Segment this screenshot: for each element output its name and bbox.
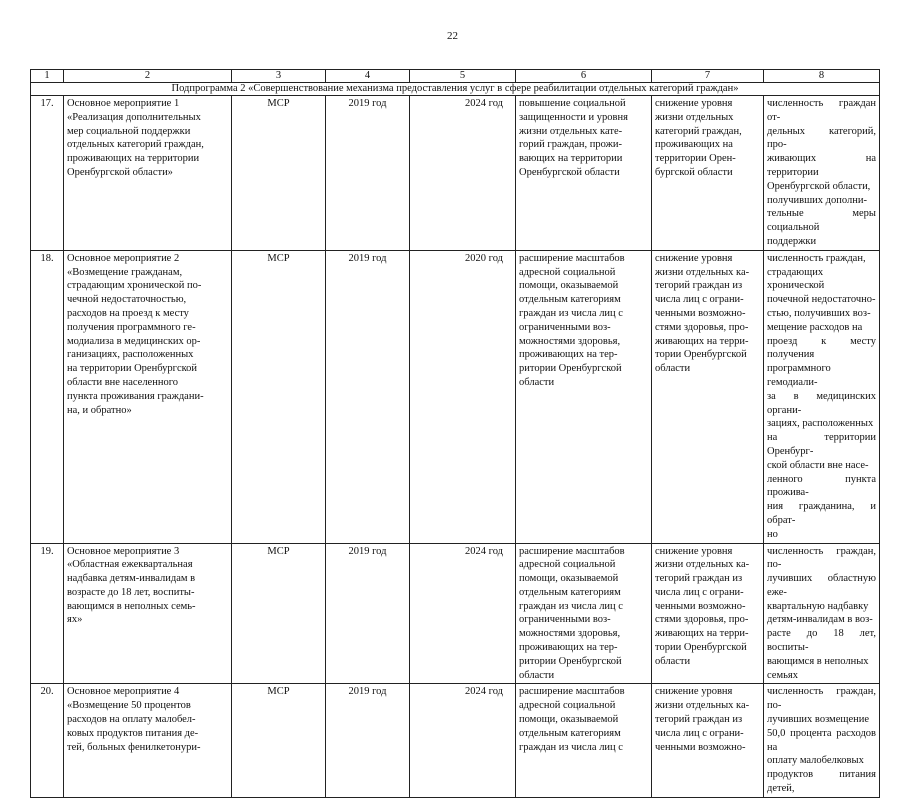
row-number: 18. (31, 250, 64, 543)
program-table (30, 69, 880, 798)
indicator-cell: численность граждан, по- лучивших возмещение 50,0 процента расходов на оплату малобелковых продуктов питания детей, (767, 686, 876, 795)
column-number: 1 (31, 70, 64, 83)
table-row (31, 96, 880, 251)
event-cell: Основное мероприятие 1 «Реализация дополнительных мер социальной поддержки отдельных категорий граждан, проживающих на территории Оренбургской области» (67, 98, 204, 178)
result-cell: повышение социальной защищенности и уровня жизни отдельных кате- горий граждан, прожи- вающих на территории Оренбургской области (519, 98, 628, 178)
column-number: 6 (516, 70, 652, 83)
executor-cell: МСР (232, 250, 326, 543)
indicator-cell: численность граждан, по- лучивших областную еже- квартальную надбавку детям-инвалидам в воз- расте до 18 лет, воспиты- вающимся в неполных семьях (767, 545, 876, 681)
table-row (31, 543, 880, 684)
consequence-cell: снижение уровня жизни отдельных ка- тегорий граждан из числа лиц с ограни- ченными возможно- стями здоровья, про- живающих на терри- тории Оренбургской области (655, 252, 750, 375)
indicator-cell: численность граждан, страдающих хронической почечной недостаточно- стью, получивших воз- мещение расходов на проезд к месту получения программного гемодиали- за в медицинских органи- зациях, расположенных на территории Оренбург- ской области вне насе- ленного пункта прожива- ния гражданина, и обрат- но (767, 252, 876, 540)
consequence-cell: снижение уровня жизни отдельных категорий граждан, проживающих на территории Орен- бургской области (655, 98, 742, 178)
subprogram-row (31, 83, 880, 96)
column-number: 7 (652, 70, 764, 83)
event-cell: Основное мероприятие 2 «Возмещение гражданам, страдающим хронической по- чечной недостаточностью, расходов на проезд к месту получения программного ге- модиализа в медицинских ор- ганизациях, расположенных на территории Оренбургской области вне населенного пункта проживания граждани- на, и обратно» (67, 252, 204, 416)
start-year-cell: 2019 год (326, 684, 410, 797)
row-number: 20. (31, 684, 64, 797)
start-year-cell: 2019 год (326, 543, 410, 684)
indicator-cell: численность граждан от- дельных категорий, про- живающих на территории Оренбургской области, получивших дополни- тельные меры социальной поддержки (767, 98, 876, 247)
column-number: 2 (64, 70, 232, 83)
end-year-cell: 2020 год (410, 250, 516, 543)
page-number: 22 (447, 30, 458, 42)
event-cell: Основное мероприятие 4 «Возмещение 50 процентов расходов на оплату малобел- ковых продуктов питания де- тей, больных фенилкетонури- (67, 686, 201, 753)
executor-cell: МСР (232, 96, 326, 251)
executor-cell: МСР (232, 684, 326, 797)
table-row (31, 250, 880, 543)
table-row (31, 684, 880, 797)
end-year-cell: 2024 год (410, 684, 516, 797)
row-number: 17. (31, 96, 64, 251)
result-cell: расширение масштабов адресной социальной помощи, оказываемой отдельным категориям граждан из числа лиц с (519, 686, 625, 753)
executor-cell: МСР (232, 543, 326, 684)
column-number: 3 (232, 70, 326, 83)
start-year-cell: 2019 год (326, 250, 410, 543)
result-cell: расширение масштабов адресной социальной помощи, оказываемой отдельным категориям граждан из числа лиц с ограниченными воз- можностями здоровья, проживающих на тер- ритории Оренбургской области (519, 252, 625, 388)
result-cell: расширение масштабов адресной социальной помощи, оказываемой отдельным категориям граждан из числа лиц с ограниченными воз- можностями здоровья, проживающих на тер- ритории Оренбургской области (519, 545, 625, 681)
end-year-cell: 2024 год (410, 96, 516, 251)
column-number-row (31, 70, 880, 83)
consequence-cell: снижение уровня жизни отдельных ка- тегорий граждан из числа лиц с ограни- ченными возможно- (655, 686, 750, 753)
row-number: 19. (31, 543, 64, 684)
event-cell: Основное мероприятие 3 «Областная ежеквартальная надбавка детям-инвалидам в возрасте до 18 лет, воспиты- вающимся в неполных семь- ях» (67, 545, 196, 626)
end-year-cell: 2024 год (410, 543, 516, 684)
column-number: 5 (410, 70, 516, 83)
column-number: 4 (326, 70, 410, 83)
column-number: 8 (764, 70, 880, 83)
start-year-cell: 2019 год (326, 96, 410, 251)
subprogram-title: Подпрограмма 2 «Совершенствование механизма предоставления услуг в сфере реабилитации отдельных категорий граждан» (31, 83, 880, 96)
consequence-cell: снижение уровня жизни отдельных ка- тегорий граждан из числа лиц с ограни- ченными возможно- стями здоровья, про- живающих на терри- тории Оренбургской области (655, 545, 750, 667)
